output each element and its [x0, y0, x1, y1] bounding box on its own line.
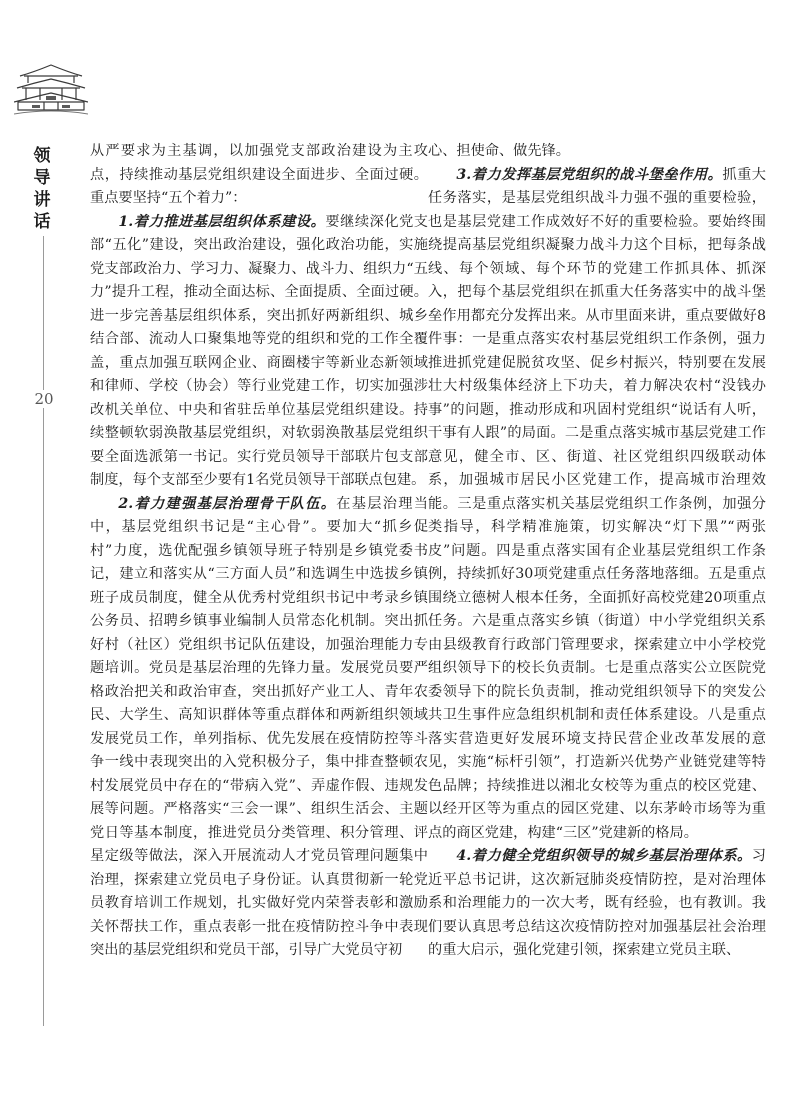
section-label: 领导讲话	[33, 146, 51, 232]
pavilion-logo-icon	[14, 62, 88, 118]
paragraph-1-body: 要继续深化党支部“五化”建设，突出政治建设，强化政治功能，实施党支部政治力、学习力、凝聚力、战斗力、组织力“五力”提升工程，推动全面达标、全面提质、全面过硬。进一步完善基层组织体系，突出抓好两新组织、城乡结合部、流动人口聚集地等党的组织和党的工作全覆盖，重点加强互联网企业、商圈楼宇等新业态新领域和律师、学校（协会）等行业党建工作，切实加强涉改机关单位、中央和省驻岳单位基层党组织建设。持续整顿软弱涣散基层党组织，对软弱涣散基层党组织要全面选派第一书记。实行党员领导干部联片包支部制度，每个支部至少要有1名党员领导干部联点包建。	[90, 213, 428, 488]
paragraph-3	[428, 164, 766, 846]
page-number: 20	[28, 390, 60, 408]
heading-4: 4.着力健全党组织领导的城乡基层治理体系。	[456, 848, 752, 864]
margin-divider	[43, 236, 44, 1026]
paragraph-continued: 从严要求为主基调，以加强党支部政治建设为主攻点，持续推动基层党组织建设全面进步、全面过硬。重点要坚持“五个着力”：	[90, 143, 428, 206]
heading-2: 2.着力建强基层治理骨干队伍。	[118, 495, 337, 512]
heading-1: 1.着力推进基层组织体系建设。	[118, 213, 326, 230]
paragraph-2-body: 在基层治理当中，基层党组织书记是“主心骨”。要加大“抓乡促村”力度，选优配强乡镇领导班子特别是乡镇党委书记，建立和落实从“三方面人员”和选调生中选拔乡镇班子成员制度，健全从优秀村党组织书记中考录乡镇公务员、招聘乡镇事业编制人员常态化机制。突出抓好村（社区）党组织书记队伍建设，加强治理能力专题培训。党员是基层治理的先锋力量。发展党员要严格政治把关和政治审查，突出抓好产业工人、青年农民、大学生、高知识群体等重点群体和两新组织领域发展党员工作，单列指标、优先发展在疫情防控等斗争一线中表现突出的入党积极分子，集中排查整顿农村发展党员中存在的“带病入党”、弄虚作假、违规发展等问题。严格落实“三会一课”、组织生活会、主题党日等基本制度，推进党员分类管理、积分管理、评星定级等做法，深入开展流动人才党员管理问题集中治理，探索建立党员电子身份证。认真贯彻新一轮党员教育培训工作规划，扎实做好党内荣誉表彰和激励关怀帮扶工作，重点表彰一批在疫情防控斗争中表现突出的基层党组织和党员干部，引导广大党员守初	[90, 495, 428, 958]
paragraph-3-body: 抓重大任务落实，是基层党组织战斗力强不强的重要检验，也是基层党建工作成效好不好的重要检验。要始终围绕提高基层党组织凝聚力战斗力这个目标，把每条战线、每个领域、每个环节的党建工作抓具体、抓深入，把每个基层党组织在抓重大任务落实中的战斗堡垒作用都充分发挥出来。从市里面来讲，重点要做好8件事：一是重点落实农村基层党组织工作条例，强力推进抓党建促脱贫攻坚、促乡村振兴，特别要在发展壮大村级集体经济上下功夫，着力解决农村“没钱办事”的问题，推动形成和巩固村党组织“说话有人听，干事有人跟”的局面。二是重点落实城市基层党建工作意见，健全市、区、街道、社区党组织四级联动体系，加强城市居民小区党建工作，提高城市治理效能。三是重点落实机关基层党组织工作条例，加强分类指导，科学精准施策，切实解决“灯下黑”“两张皮”问题。四是重点落实国有企业基层党组织工作条例，持续抓好30项党建重点任务落地落细。五是重点围绕立德树人根本任务，全面抓好高校党建20项重点任务。六是重点落实乡镇（街道）中小学党组织关系由县级教育行政部门管理要求，探索建立中小学校党组织领导下的校长负责制。七是重点落实公立医院党委领导下的院长负责制，推动党组织领导下的突发公共卫生事件应急组织机制和责任体系建设。八是重点落实营造更好发展环境支持民营企业改革发展的意见，实施“标杆引领”，打造新兴优势产业链党建等特色品牌；持续推进以湘北女校等为重点的校区党建、以经开区等为重点的园区党建、以东茅岭市场等为重点的商区党建，构建“三区”党建新的格局。	[428, 166, 766, 841]
right-column	[428, 140, 766, 963]
heading-3: 3.着力发挥基层党组织的战斗堡垒作用。	[456, 166, 723, 183]
paragraph-4-body: 习近平总书记讲，这次新冠肺炎疫情防控，是对治理体系和治理能力的一次大考，既有经验，也有教训。我们要认真思考总结这次疫情防控对加强基层社会治理的重大启示，强化党建引领，探索建立党员主联、	[428, 848, 766, 958]
paragraph-1	[90, 211, 428, 493]
paragraph-continued-right: 心、担使命、做先锋。	[428, 143, 570, 159]
paragraph-4	[428, 845, 766, 963]
paragraph-2	[90, 493, 428, 963]
left-column	[90, 140, 428, 963]
